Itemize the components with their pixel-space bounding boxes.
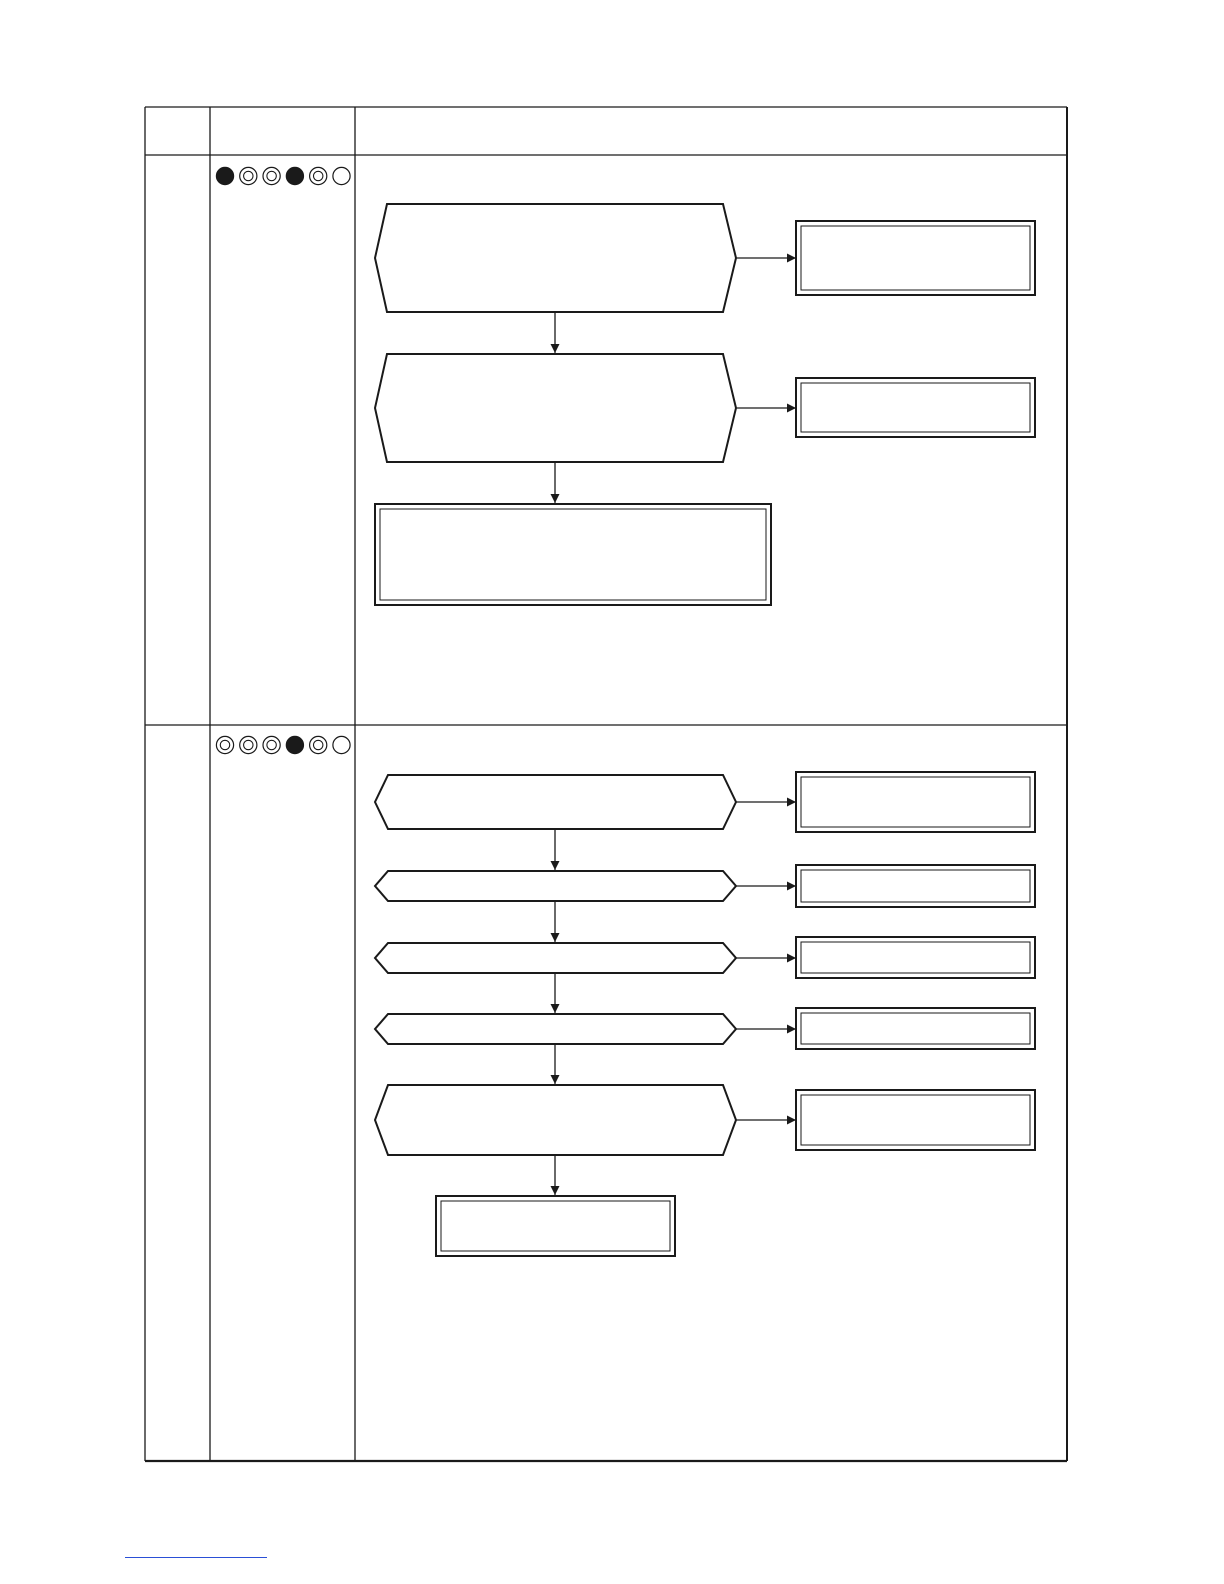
result-box-inner: [801, 870, 1030, 902]
led-blink-inner-ring: [267, 171, 276, 180]
final-action-box-inner: [441, 1201, 670, 1251]
result-box-inner: [801, 226, 1030, 290]
final-action-box-inner: [380, 509, 766, 600]
decision-hexagon: [375, 354, 736, 462]
result-box-inner: [801, 1095, 1030, 1145]
led-on-icon: [216, 167, 233, 184]
led-blink-inner-ring: [244, 171, 253, 180]
flowchart-row-2: [375, 772, 1035, 1256]
led-blink-inner-ring: [220, 740, 229, 749]
led-blink-inner-ring: [313, 740, 322, 749]
led-blink-inner-ring: [313, 171, 322, 180]
flowchart-row-1: [375, 204, 1035, 605]
led-indicator-row-1: [216, 167, 350, 184]
decision-hexagon: [375, 943, 736, 973]
led-off-icon: [333, 736, 350, 753]
result-box-inner: [801, 383, 1030, 432]
led-on-icon: [286, 167, 303, 184]
footer-link-underline[interactable]: [125, 1557, 267, 1558]
decision-hexagon: [375, 871, 736, 901]
result-box-inner: [801, 1013, 1030, 1044]
led-on-icon: [286, 736, 303, 753]
decision-hexagon: [375, 1085, 736, 1155]
result-box-inner: [801, 942, 1030, 973]
led-blink-inner-ring: [267, 740, 276, 749]
decision-hexagon: [375, 775, 736, 829]
decision-hexagon: [375, 204, 736, 312]
led-indicator-row-2: [216, 736, 350, 753]
led-blink-inner-ring: [244, 740, 253, 749]
led-off-icon: [333, 167, 350, 184]
result-box-inner: [801, 777, 1030, 827]
decision-hexagon: [375, 1014, 736, 1044]
